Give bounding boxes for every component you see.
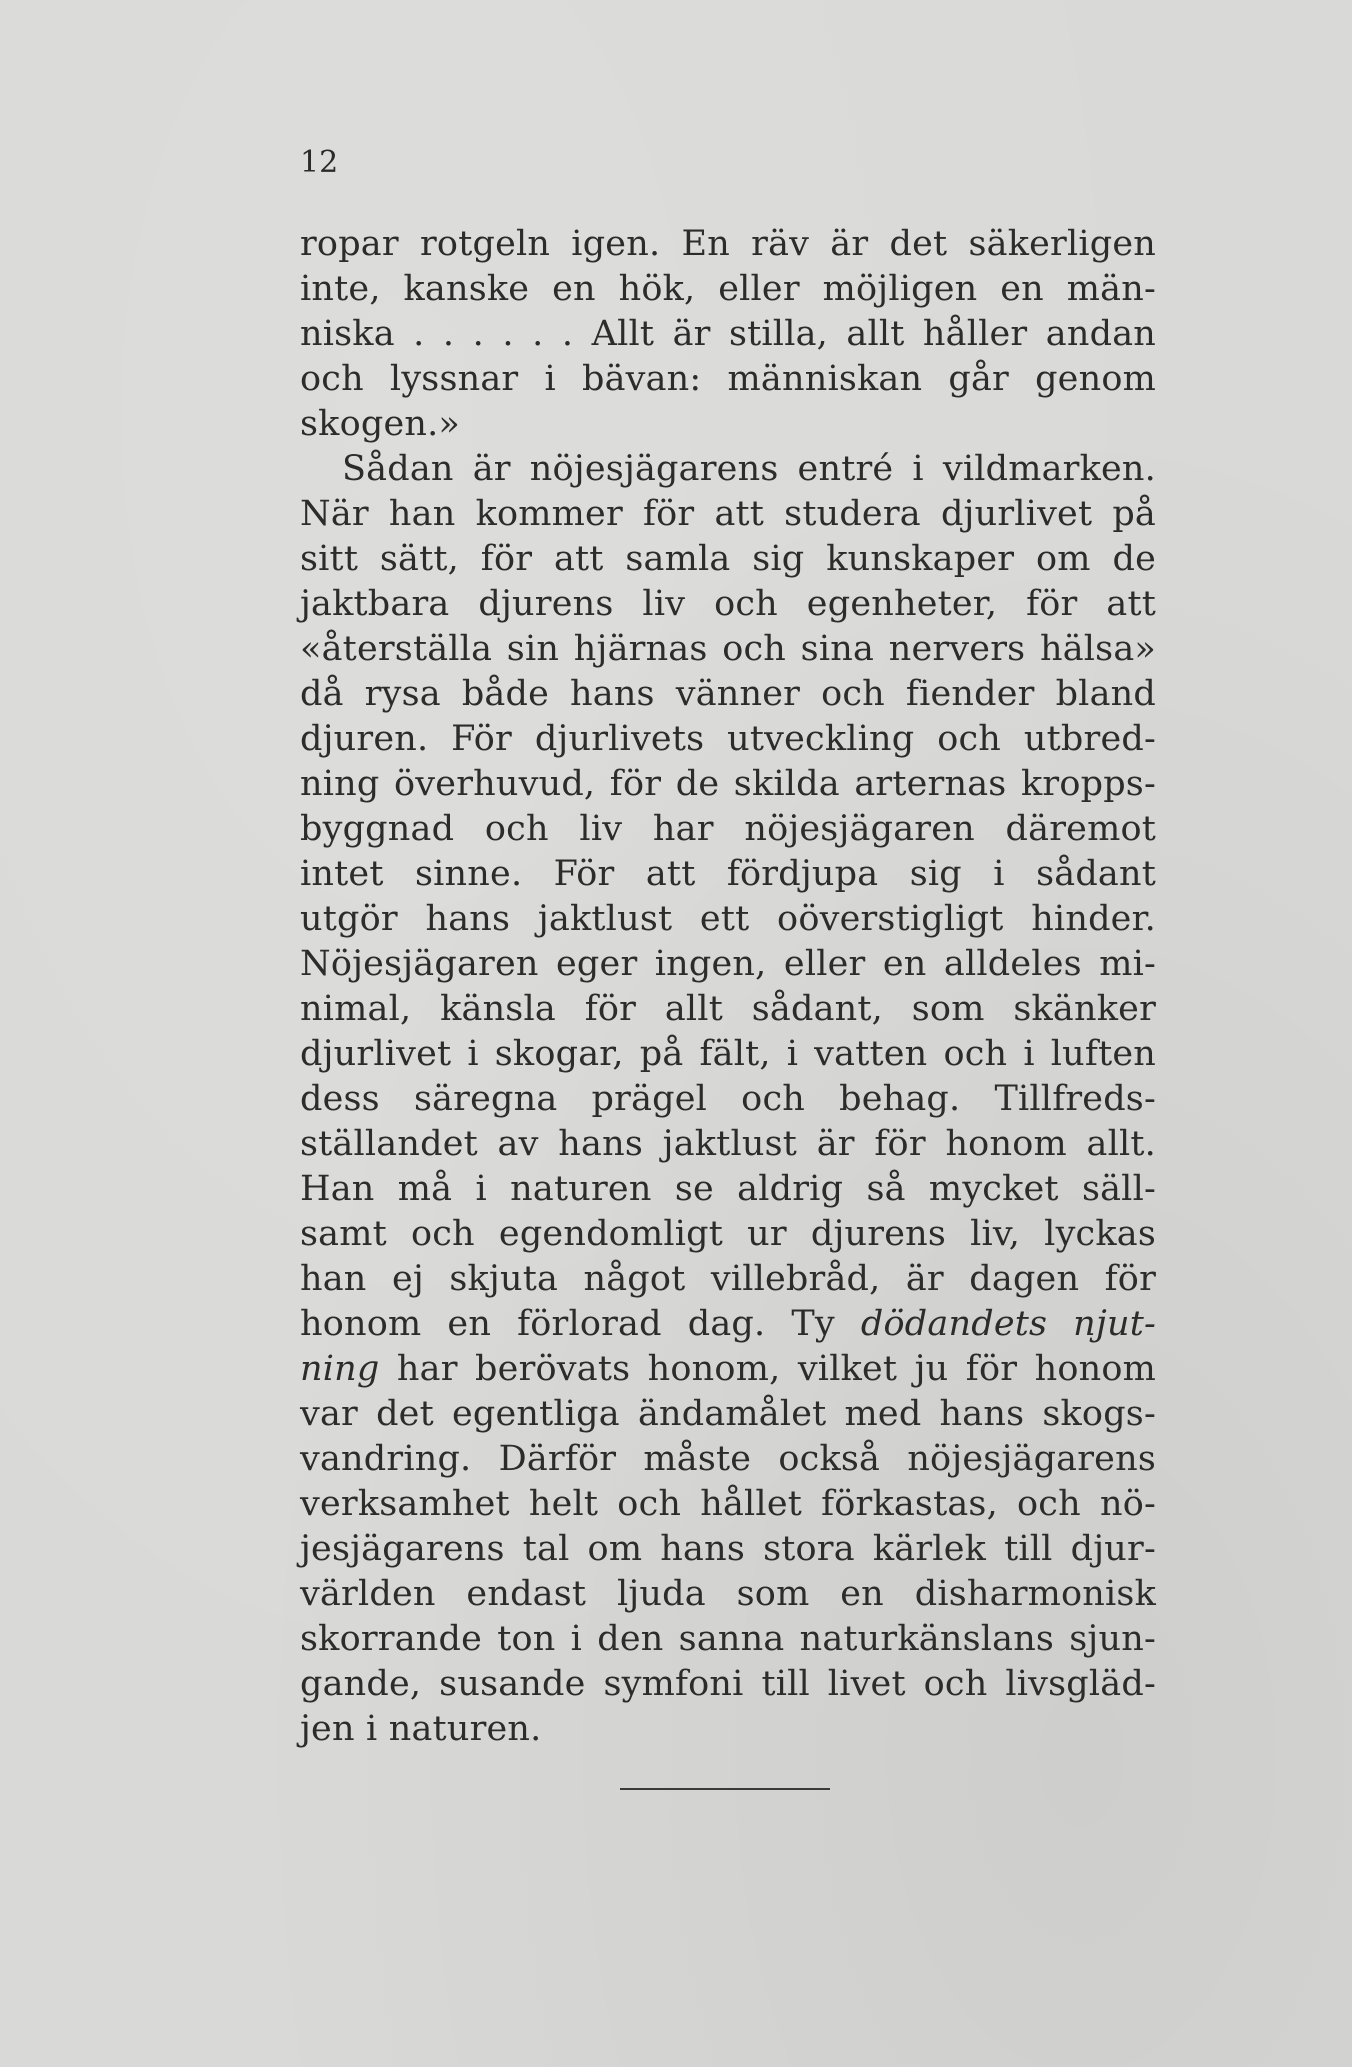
text-line: intet sinne. För att fördjupa sig i sådant (300, 854, 1156, 894)
text-line: dess säregna prägel och behag. Tillfreds- (300, 1079, 1156, 1119)
text-line: gande, susande symfoni till livet och livsgläd- (300, 1664, 1156, 1704)
text-line: När han kommer för att studera djurlivet på (300, 494, 1156, 534)
text-line: jen i naturen. (300, 1709, 542, 1749)
page-number: 12 (300, 145, 339, 180)
text-line: skogen.» (300, 404, 461, 444)
text-line-with-italic (300, 1347, 1156, 1392)
text-line: Nöjesjägaren eger ingen, eller en alldeles mi- (300, 944, 1156, 984)
text-line: var det egentliga ändamålet med hans skogs- (300, 1394, 1156, 1434)
text-line: skorrande ton i den sanna naturkänslans sjun- (300, 1619, 1156, 1659)
text-line: byggnad och liv har nöjesjägaren däremot (300, 809, 1156, 849)
text-line: samt och egendomligt ur djurens liv, lyckas (300, 1214, 1156, 1254)
text-line: nimal, känsla för allt sådant, som skänker (300, 989, 1156, 1029)
text-line-with-italic (300, 1302, 1156, 1347)
section-end-rule (620, 1788, 830, 1790)
text-segment: honom en förlorad dag. Ty (300, 1304, 835, 1344)
text-line: Han må i naturen se aldrig så mycket säll- (300, 1169, 1156, 1209)
text-line: ställandet av hans jaktlust är för honom allt. (300, 1124, 1156, 1164)
text-line: «återställa sin hjärnas och sina nervers hälsa» (300, 629, 1156, 669)
text-line: ropar rotgeln igen. En räv är det säkerligen (300, 224, 1156, 264)
text-line: djuren. För djurlivets utveckling och utbred- (300, 719, 1156, 759)
text-line: jesjägarens tal om hans stora kärlek till djur- (300, 1529, 1156, 1569)
text-line: verksamhet helt och hållet förkastas, och nö- (300, 1484, 1156, 1524)
text-line: niska . . . . . . Allt är stilla, allt håller andan (300, 314, 1156, 354)
text-line: ning överhuvud, för de skilda arternas kropps- (300, 764, 1156, 804)
text-line: sitt sätt, för att samla sig kunskaper om de (300, 539, 1156, 579)
text-segment: har berövats honom, vilket ju för honom (396, 1349, 1156, 1389)
text-line: då rysa både hans vänner och fiender bland (300, 674, 1156, 714)
italic-text: dödandets njut- (860, 1304, 1156, 1344)
italic-text: ning (300, 1349, 380, 1389)
text-line: inte, kanske en hök, eller möjligen en män- (300, 269, 1156, 309)
text-line: världen endast ljuda som en disharmonisk (300, 1574, 1156, 1614)
text-line: och lyssnar i bävan: människan går genom (300, 359, 1156, 399)
text-line: jaktbara djurens liv och egenheter, för att (300, 584, 1156, 624)
body-text (300, 222, 1156, 1752)
text-line: utgör hans jaktlust ett oöverstigligt hinder. (300, 899, 1156, 939)
text-line-paragraph-start: Sådan är nöjesjägarens entré i vildmarken. (342, 449, 1156, 489)
text-line: djurlivet i skogar, på fält, i vatten och i luften (300, 1034, 1156, 1074)
text-line: han ej skjuta något villebråd, är dagen för (300, 1259, 1156, 1299)
text-line: vandring. Därför måste också nöjesjägarens (300, 1439, 1156, 1479)
